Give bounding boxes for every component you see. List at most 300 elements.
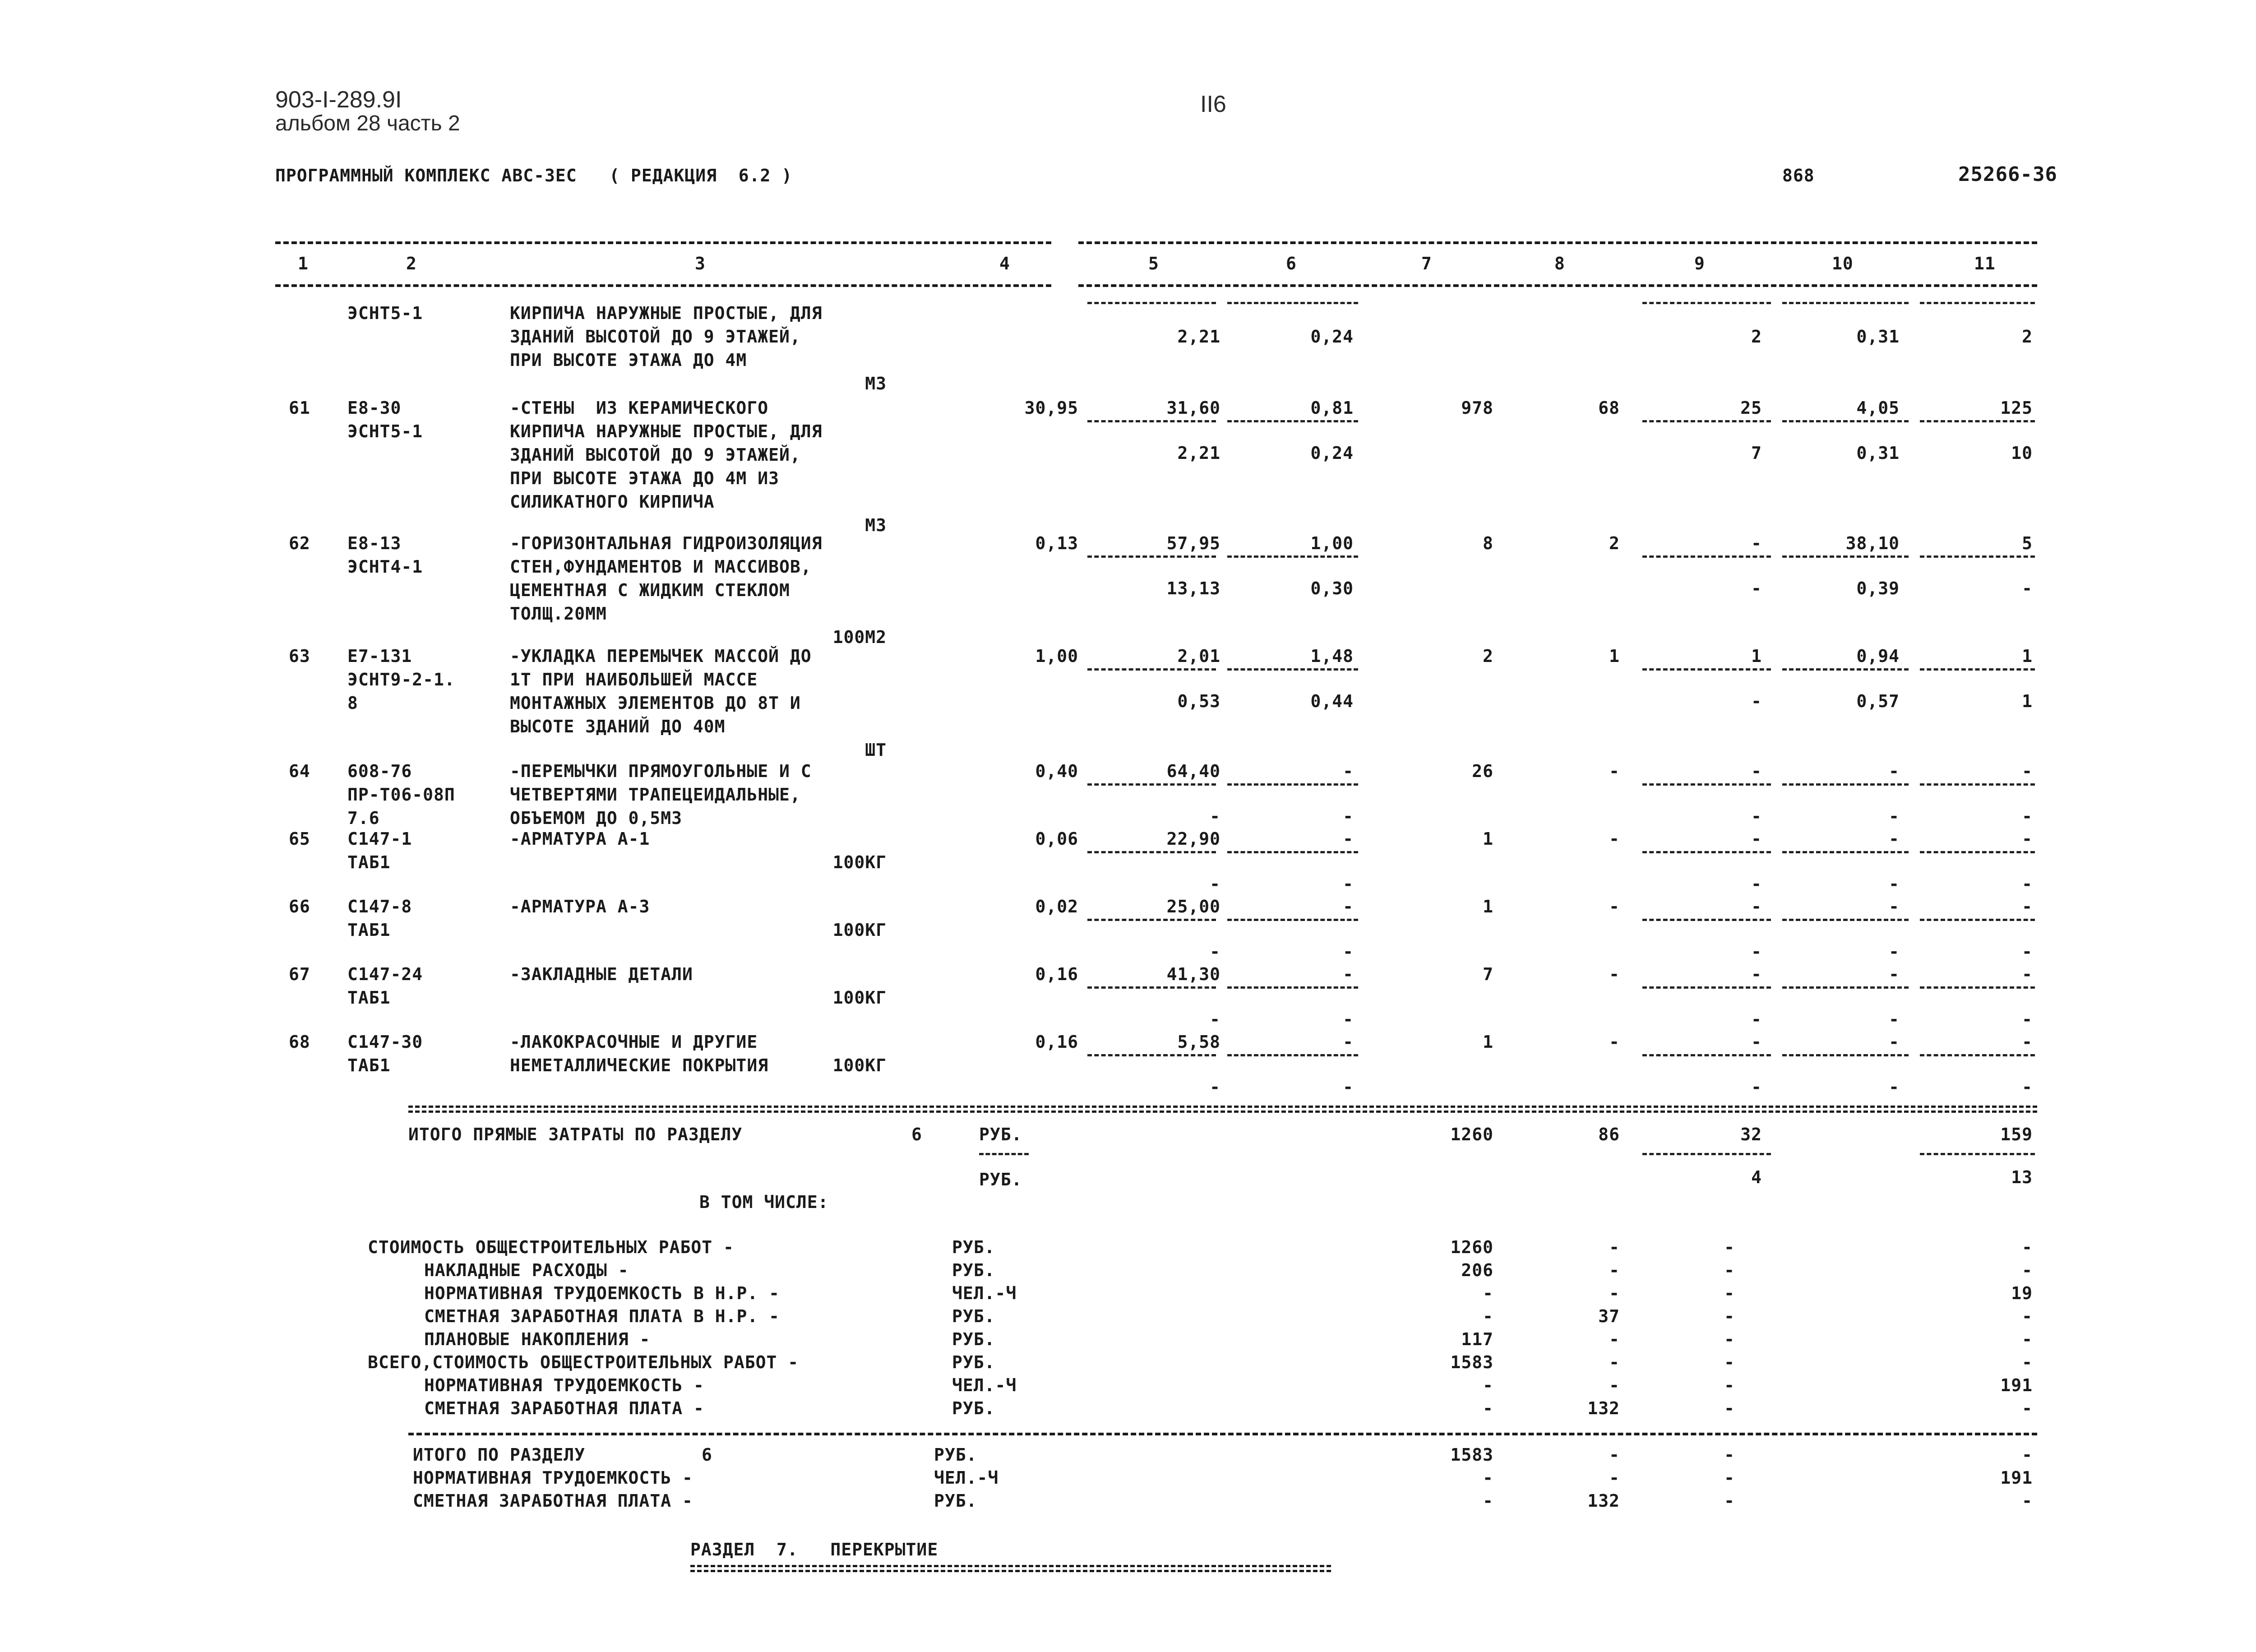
cell-c10b: - <box>1889 874 1900 894</box>
cell-c10b: 0,57 <box>1856 691 1900 711</box>
cell-c11: 5 <box>2022 533 2033 553</box>
cell-divider <box>1782 302 1909 304</box>
row-code: Е8-30 <box>347 398 402 418</box>
cell-divider <box>1920 555 2035 558</box>
cell-c9b: - <box>1751 942 1762 962</box>
cell-divider <box>1782 555 1909 558</box>
cell-c7: 1 <box>1483 829 1493 849</box>
row-description: -ЛАКОКРАСОЧНЫЕ И ДРУГИЕ <box>510 1032 758 1052</box>
totals-double-rule <box>408 1106 2037 1113</box>
row-code: ПР-Т06-08П <box>347 785 455 805</box>
row-description: ОБЪЕМОМ ДО 0,5М3 <box>510 808 683 828</box>
cell-c5b: 2,21 <box>1177 443 1220 463</box>
header-bottom-rule <box>275 284 1051 287</box>
column-header-9: 9 <box>1694 254 1705 273</box>
cell-divider <box>1920 420 2035 422</box>
summary-unit: РУБ. <box>952 1237 995 1257</box>
row-description: ВЫСОТЕ ЗДАНИЙ ДО 40М <box>510 717 726 736</box>
cell-c11b: - <box>2022 874 2033 894</box>
cell-c9: 25 <box>1740 398 1762 418</box>
cell-divider <box>1920 986 2035 989</box>
summary-c11: - <box>2022 1260 2033 1280</box>
summary-c8: 37 <box>1598 1306 1620 1326</box>
cell-c6: 0,81 <box>1310 398 1354 418</box>
cell-c11b: - <box>2022 1077 2033 1097</box>
cell-c10: 0,94 <box>1856 646 1900 666</box>
cell-c8: - <box>1609 829 1620 849</box>
row-code: 8 <box>347 693 358 713</box>
cell-c11: - <box>2022 761 2033 781</box>
cell-c6: - <box>1343 897 1354 916</box>
cell-c9b: - <box>1751 578 1762 598</box>
row-code: Е8-13 <box>347 533 402 553</box>
cell-c11b: - <box>2022 1009 2033 1029</box>
cell-c10b: - <box>1889 1077 1900 1097</box>
row-description: ПРИ ВЫСОТЕ ЭТАЖА ДО 4М ИЗ <box>510 468 779 488</box>
cell-divider <box>1782 986 1909 989</box>
cell-c4: 0,06 <box>1035 829 1078 849</box>
row-code: С147-8 <box>347 897 412 916</box>
cell-c6: 1,00 <box>1310 533 1354 553</box>
summary-c9: - <box>1724 1260 1735 1280</box>
cell-c6b: - <box>1343 874 1354 894</box>
cell-c6: - <box>1343 1032 1354 1052</box>
cell-divider <box>1642 420 1771 422</box>
row-code: 7.6 <box>347 808 380 828</box>
cell-divider <box>1227 986 1358 989</box>
row-code: 608-76 <box>347 761 412 781</box>
cell-c7: 2 <box>1483 646 1493 666</box>
row-code: С147-1 <box>347 829 412 849</box>
final-c11: - <box>2022 1445 2033 1465</box>
cell-c5b: 2,21 <box>1177 327 1220 347</box>
row-unit: 100КГ <box>832 988 887 1008</box>
row-description: -ГОРИЗОНТАЛЬНАЯ ГИДРОИЗОЛЯЦИЯ <box>510 533 823 553</box>
summary-c8: - <box>1609 1352 1620 1372</box>
cell-divider <box>1227 668 1358 671</box>
final-c8: - <box>1609 1445 1620 1465</box>
final-c7: 1583 <box>1450 1445 1493 1465</box>
cell-divider <box>1920 1054 2035 1056</box>
column-header-11: 11 <box>1974 254 1996 273</box>
header-top-rule-right <box>1078 241 2037 244</box>
summary-c7: - <box>1483 1375 1493 1395</box>
row-description: СИЛИКАТНОГО КИРПИЧА <box>510 492 715 512</box>
cell-c11b: - <box>2022 942 2033 962</box>
summary-label: НОРМАТИВНАЯ ТРУДОЕМКОСТЬ - <box>424 1375 704 1395</box>
summary-label: СТОИМОСТЬ ОБЩЕСТРОИТЕЛЬНЫХ РАБОТ - <box>368 1237 734 1257</box>
cell-c9: - <box>1751 1032 1762 1052</box>
final-c9: - <box>1724 1468 1735 1488</box>
cell-c8: 1 <box>1609 646 1620 666</box>
row-code: ТАБ1 <box>347 1055 391 1075</box>
cell-divider <box>1920 302 2035 304</box>
cell-c9: - <box>1751 829 1762 849</box>
cell-divider <box>1087 420 1216 422</box>
row-code: Е7-131 <box>347 646 412 666</box>
header-bottom-rule-right <box>1078 284 2037 287</box>
cell-c9: - <box>1751 964 1762 984</box>
cell-divider <box>1227 302 1358 304</box>
summary-label: НАКЛАДНЫЕ РАСХОДЫ - <box>424 1260 629 1280</box>
cell-c10: 38,10 <box>1845 533 1900 553</box>
cell-c4: 0,40 <box>1035 761 1078 781</box>
cell-c6: - <box>1343 761 1354 781</box>
cell-divider <box>1642 919 1771 921</box>
row-description: -ЗАКЛАДНЫЕ ДЕТАЛИ <box>510 964 693 984</box>
final-c9: - <box>1724 1491 1735 1511</box>
totals-title: ИТОГО ПРЯМЫЕ ЗАТРАТЫ ПО РАЗДЕЛУ <box>408 1124 743 1144</box>
cell-c7: 1 <box>1483 1032 1493 1052</box>
cell-c10b: - <box>1889 1009 1900 1029</box>
summary-c11: - <box>2022 1306 2033 1326</box>
totals-divider <box>979 1153 1029 1155</box>
cell-c6b: 0,24 <box>1310 443 1354 463</box>
row-description: ЦЕМЕНТНАЯ С ЖИДКИМ СТЕКЛОМ <box>510 580 790 600</box>
cell-c4: 0,13 <box>1035 533 1078 553</box>
summary-label: СМЕТНАЯ ЗАРАБОТНАЯ ПЛАТА - <box>424 1398 704 1418</box>
final-c9: - <box>1724 1445 1735 1465</box>
summary-c9: - <box>1724 1352 1735 1372</box>
summary-c9: - <box>1724 1398 1735 1418</box>
row-unit: 100КГ <box>832 920 887 940</box>
column-header-8: 8 <box>1554 254 1565 273</box>
row-number: 67 <box>289 964 310 984</box>
code-mid: 868 <box>1782 166 1815 185</box>
totals-c9b: 4 <box>1751 1167 1762 1187</box>
cell-c10: - <box>1889 1032 1900 1052</box>
final-unit: ЧЕЛ.-Ч <box>934 1468 999 1488</box>
summary-c7: 1260 <box>1450 1237 1493 1257</box>
cell-c7: 7 <box>1483 964 1493 984</box>
cell-c10: 4,05 <box>1856 398 1900 418</box>
cell-c11: - <box>2022 964 2033 984</box>
next-section-heading: РАЗДЕЛ 7. ПЕРЕКРЫТИЕ <box>690 1540 938 1559</box>
cell-divider <box>1087 302 1216 304</box>
summary-c7: 206 <box>1461 1260 1493 1280</box>
cell-c9: 1 <box>1751 646 1762 666</box>
summary-unit: РУБ. <box>952 1260 995 1280</box>
cell-c6b: - <box>1343 942 1354 962</box>
cell-divider <box>1782 919 1909 921</box>
cell-divider <box>1087 919 1216 921</box>
row-number: 63 <box>289 646 310 666</box>
final-c11: - <box>2022 1491 2033 1511</box>
row-number: 66 <box>289 897 310 916</box>
cell-c4: 30,95 <box>1024 398 1078 418</box>
cell-c11: - <box>2022 829 2033 849</box>
summary-c7: 1583 <box>1450 1352 1493 1372</box>
row-code: ЭСНТ4-1 <box>347 557 423 577</box>
summary-c8: - <box>1609 1375 1620 1395</box>
totals-c9: 32 <box>1740 1124 1762 1144</box>
cell-divider <box>1227 919 1358 921</box>
cell-c8: - <box>1609 964 1620 984</box>
cell-c10b: - <box>1889 806 1900 826</box>
cell-c4: 1,00 <box>1035 646 1078 666</box>
totals-c11b: 13 <box>2011 1167 2033 1187</box>
cell-c11b: - <box>2022 806 2033 826</box>
row-description: ЗДАНИЙ ВЫСОТОЙ ДО 9 ЭТАЖЕЙ, <box>510 445 801 465</box>
summary-unit: РУБ. <box>952 1306 995 1326</box>
row-code: ТАБ1 <box>347 852 391 872</box>
summary-c8: - <box>1609 1260 1620 1280</box>
cell-c5: 25,00 <box>1166 897 1220 916</box>
row-description: ЧЕТВЕРТЯМИ ТРАПЕЦЕИДАЛЬНЫЕ, <box>510 785 801 805</box>
final-c7: - <box>1483 1468 1493 1488</box>
summary-c7: 117 <box>1461 1329 1493 1349</box>
summary-c8: 132 <box>1587 1398 1620 1418</box>
cell-c5: 22,90 <box>1166 829 1220 849</box>
page-number: II6 <box>1200 91 1226 117</box>
cell-c5b: 13,13 <box>1166 578 1220 598</box>
final-label: СМЕТНАЯ ЗАРАБОТНАЯ ПЛАТА - <box>413 1491 693 1511</box>
cell-divider <box>1782 851 1909 853</box>
final-c11: 191 <box>2000 1468 2033 1488</box>
program-title: ПРОГРАММНЫЙ КОМПЛЕКС АВС-3ЕС ( РЕДАКЦИЯ 6.2 ) <box>275 166 793 185</box>
row-number: 68 <box>289 1032 310 1052</box>
cell-c9b: - <box>1751 1077 1762 1097</box>
row-description: 1Т ПРИ НАИБОЛЬШЕЙ МАССЕ <box>510 670 758 689</box>
totals-unit: РУБ. <box>979 1124 1022 1144</box>
row-unit: М3 <box>865 374 887 393</box>
row-description: ЗДАНИЙ ВЫСОТОЙ ДО 9 ЭТАЖЕЙ, <box>510 327 801 347</box>
cell-c9b: - <box>1751 691 1762 711</box>
column-header-2: 2 <box>406 254 417 273</box>
cell-c11b: 1 <box>2022 691 2033 711</box>
cell-divider <box>1227 420 1358 422</box>
cell-c6b: - <box>1343 806 1354 826</box>
cell-divider <box>1087 851 1216 853</box>
cell-c4: 0,02 <box>1035 897 1078 916</box>
document-code: 903-I-289.9I <box>275 87 402 113</box>
cell-c10: - <box>1889 829 1900 849</box>
row-description: КИРПИЧА НАРУЖНЫЕ ПРОСТЫЕ, ДЛЯ <box>510 303 823 323</box>
row-number: 65 <box>289 829 310 849</box>
summary-c9: - <box>1724 1375 1735 1395</box>
cell-c8: - <box>1609 1032 1620 1052</box>
cell-c6b: - <box>1343 1077 1354 1097</box>
cell-c6: - <box>1343 964 1354 984</box>
summary-c11: 191 <box>2000 1375 2033 1395</box>
cell-divider <box>1782 420 1909 422</box>
summary-unit: РУБ. <box>952 1352 995 1372</box>
final-label: НОРМАТИВНАЯ ТРУДОЕМКОСТЬ - <box>413 1468 693 1488</box>
row-code: ЭСНТ5-1 <box>347 421 423 441</box>
cell-c10: - <box>1889 897 1900 916</box>
row-description: -АРМАТУРА А-3 <box>510 897 650 916</box>
cell-c8: 68 <box>1598 398 1620 418</box>
cell-divider <box>1782 1054 1909 1056</box>
cell-c11: 125 <box>2000 398 2033 418</box>
summary-label: НОРМАТИВНАЯ ТРУДОЕМКОСТЬ В Н.Р. - <box>424 1283 780 1303</box>
cell-c5: 31,60 <box>1166 398 1220 418</box>
cell-divider <box>1920 783 2035 786</box>
cell-divider <box>1227 851 1358 853</box>
cell-c9b: - <box>1751 874 1762 894</box>
summary-c11: - <box>2022 1398 2033 1418</box>
row-code: С147-24 <box>347 964 423 984</box>
summary-c11: 19 <box>2011 1283 2033 1303</box>
summary-c9: - <box>1724 1283 1735 1303</box>
totals-divider <box>1920 1153 2035 1155</box>
summary-label: ПЛАНОВЫЕ НАКОПЛЕНИЯ - <box>424 1329 651 1349</box>
final-unit: РУБ. <box>934 1491 977 1511</box>
summary-c8: - <box>1609 1237 1620 1257</box>
cell-c11: - <box>2022 1032 2033 1052</box>
totals-c8: 86 <box>1598 1124 1620 1144</box>
cell-c10: - <box>1889 964 1900 984</box>
row-unit: ШТ <box>865 740 887 760</box>
cell-divider <box>1642 668 1771 671</box>
cell-c5b: - <box>1210 874 1220 894</box>
column-header-7: 7 <box>1421 254 1432 273</box>
final-c8: - <box>1609 1468 1620 1488</box>
row-code: ЭСНТ9-2-1. <box>347 670 455 689</box>
row-number: 61 <box>289 398 310 418</box>
row-description: -УКЛАДКА ПЕРЕМЫЧЕК МАССОЙ ДО <box>510 646 812 666</box>
column-header-4: 4 <box>999 254 1010 273</box>
cell-c9b: - <box>1751 806 1762 826</box>
cell-divider <box>1087 986 1216 989</box>
cell-c9: - <box>1751 897 1762 916</box>
cell-c5b: - <box>1210 1009 1220 1029</box>
cell-c7: 1 <box>1483 897 1493 916</box>
totals-c11: 159 <box>2000 1124 2033 1144</box>
summary-unit: РУБ. <box>952 1329 995 1349</box>
cell-c10b: 0,31 <box>1856 327 1900 347</box>
next-section-underline <box>690 1565 1331 1572</box>
cell-c9: - <box>1751 761 1762 781</box>
cell-c5b: - <box>1210 806 1220 826</box>
cell-c4: 0,16 <box>1035 964 1078 984</box>
cell-divider <box>1087 783 1216 786</box>
cell-divider <box>1920 668 2035 671</box>
summary-c9: - <box>1724 1306 1735 1326</box>
totals-c7: 1260 <box>1450 1124 1493 1144</box>
cell-c7: 26 <box>1472 761 1493 781</box>
summary-c8: - <box>1609 1283 1620 1303</box>
row-code: С147-30 <box>347 1032 423 1052</box>
cell-c6b: - <box>1343 1009 1354 1029</box>
row-description: ПРИ ВЫСОТЕ ЭТАЖА ДО 4М <box>510 350 747 370</box>
summary-c11: - <box>2022 1329 2033 1349</box>
summary-c11: - <box>2022 1237 2033 1257</box>
summary-c9: - <box>1724 1237 1735 1257</box>
row-code: ТАБ1 <box>347 988 391 1008</box>
cell-divider <box>1642 783 1771 786</box>
summary-label: ВСЕГО,СТОИМОСТЬ ОБЩЕСТРОИТЕЛЬНЫХ РАБОТ - <box>368 1352 799 1372</box>
final-section: 6 <box>702 1445 712 1465</box>
cell-c5b: - <box>1210 1077 1220 1097</box>
including-label: В ТОМ ЧИСЛЕ: <box>699 1192 829 1212</box>
final-label: ИТОГО ПО РАЗДЕЛУ <box>413 1445 586 1465</box>
totals-section: 6 <box>911 1124 922 1144</box>
cell-divider <box>1782 668 1909 671</box>
summary-unit: ЧЕЛ.-Ч <box>952 1375 1017 1395</box>
cell-c5: 41,30 <box>1166 964 1220 984</box>
cell-divider <box>1227 555 1358 558</box>
totals-divider <box>1642 1153 1771 1155</box>
cell-divider <box>1227 1054 1358 1056</box>
row-number: 64 <box>289 761 310 781</box>
album-label: альбом 28 часть 2 <box>275 111 460 135</box>
row-description: -СТЕНЫ ИЗ КЕРАМИЧЕСКОГО <box>510 398 769 418</box>
row-unit: 100М2 <box>832 627 887 647</box>
code-right: 25266-36 <box>1958 163 2057 186</box>
cell-c7: 978 <box>1461 398 1493 418</box>
row-description: КИРПИЧА НАРУЖНЫЕ ПРОСТЫЕ, ДЛЯ <box>510 421 823 441</box>
cell-c6: - <box>1343 829 1354 849</box>
totals-unit: РУБ. <box>979 1170 1022 1189</box>
cell-c8: - <box>1609 761 1620 781</box>
cell-c9b: 2 <box>1751 327 1762 347</box>
cell-c5: 64,40 <box>1166 761 1220 781</box>
cell-c10b: 0,31 <box>1856 443 1900 463</box>
cell-divider <box>1087 668 1216 671</box>
cell-divider <box>1642 555 1771 558</box>
cell-divider <box>1642 851 1771 853</box>
final-rule <box>408 1433 2037 1435</box>
summary-c7: - <box>1483 1398 1493 1418</box>
summary-c11: - <box>2022 1352 2033 1372</box>
cell-c6b: 0,30 <box>1310 578 1354 598</box>
cell-c6b: 0,44 <box>1310 691 1354 711</box>
summary-c7: - <box>1483 1283 1493 1303</box>
cell-c10b: 0,39 <box>1856 578 1900 598</box>
cell-c11b: 2 <box>2022 327 2033 347</box>
final-c8: 132 <box>1587 1491 1620 1511</box>
cell-divider <box>1087 555 1216 558</box>
cell-divider <box>1920 851 2035 853</box>
cell-c11: - <box>2022 897 2033 916</box>
cell-divider <box>1087 1054 1216 1056</box>
row-description: СТЕН,ФУНДАМЕНТОВ И МАССИВОВ, <box>510 557 812 577</box>
column-header-5: 5 <box>1148 254 1159 273</box>
header-top-rule <box>275 241 1051 244</box>
cell-c5: 5,58 <box>1177 1032 1220 1052</box>
cell-c8: 2 <box>1609 533 1620 553</box>
cell-c9b: 7 <box>1751 443 1762 463</box>
row-description: МОНТАЖНЫХ ЭЛЕМЕНТОВ ДО 8Т И <box>510 693 801 713</box>
cell-divider <box>1642 986 1771 989</box>
cell-c5b: 0,53 <box>1177 691 1220 711</box>
row-description: -АРМАТУРА А-1 <box>510 829 650 849</box>
cell-c4: 0,16 <box>1035 1032 1078 1052</box>
cell-divider <box>1920 919 2035 921</box>
summary-c9: - <box>1724 1329 1735 1349</box>
row-description: ТОЛЩ.20ММ <box>510 604 607 624</box>
final-unit: РУБ. <box>934 1445 977 1465</box>
final-c7: - <box>1483 1491 1493 1511</box>
cell-c8: - <box>1609 897 1620 916</box>
summary-label: СМЕТНАЯ ЗАРАБОТНАЯ ПЛАТА В Н.Р. - <box>424 1306 780 1326</box>
cell-divider <box>1642 302 1771 304</box>
cell-c11: 1 <box>2022 646 2033 666</box>
summary-unit: ЧЕЛ.-Ч <box>952 1283 1017 1303</box>
summary-c7: - <box>1483 1306 1493 1326</box>
row-number: 62 <box>289 533 310 553</box>
cell-c10b: - <box>1889 942 1900 962</box>
column-header-1: 1 <box>298 254 309 273</box>
column-header-3: 3 <box>695 254 706 273</box>
row-code: ТАБ1 <box>347 920 391 940</box>
cell-c11b: - <box>2022 578 2033 598</box>
cell-c9: - <box>1751 533 1762 553</box>
summary-c8: - <box>1609 1329 1620 1349</box>
cell-divider <box>1642 1054 1771 1056</box>
cell-c6: 1,48 <box>1310 646 1354 666</box>
